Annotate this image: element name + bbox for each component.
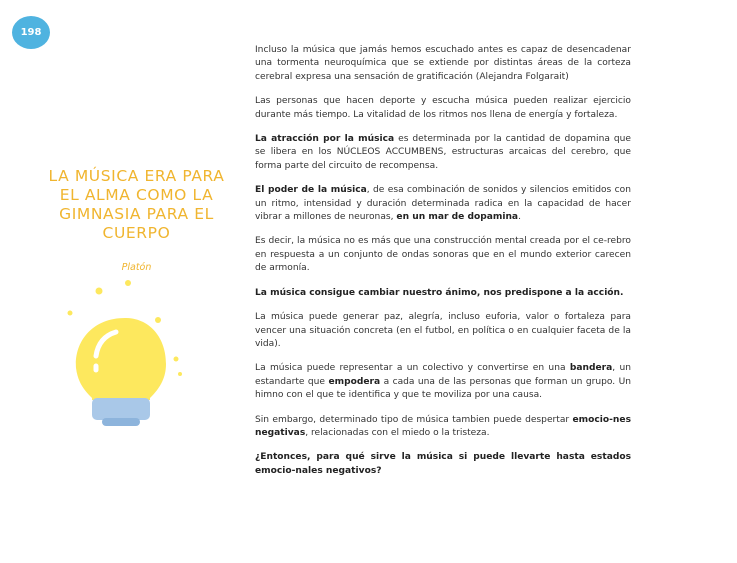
text-span: , un estandarte que: [255, 363, 631, 387]
paragraph: [255, 133, 631, 173]
bold-text: empodera: [328, 376, 381, 387]
paragraph: [255, 414, 631, 441]
bold-text: El poder de la música: [255, 185, 367, 196]
page-number: 198: [20, 27, 42, 38]
text-span: Las personas que hacen deporte y escucha música pueden realizar ejercicio durante más tiempo. La vitalidad de los ritmos nos llena de energía y fortaleza.: [255, 96, 631, 120]
paragraph: [255, 362, 631, 402]
bold-text: ¿Entonces, para qué sirve la música si puede llevarte hasta estados emocio-nales negativos?: [255, 452, 631, 476]
text-span: .: [518, 212, 521, 223]
body-text: [255, 44, 631, 489]
paragraph: [255, 451, 631, 478]
text-span: a cada una de las personas que forman un grupo. Un himno con el que te identifica y que te moviliza por una causa.: [255, 376, 632, 401]
quote-author: Platón: [121, 262, 152, 273]
text-span: Es decir, la música no es más que una construcción mental creada por el ce-rebro en respuesta a un conjunto de ondas sonoras que en el mundo exterior carecen de armonía.: [255, 236, 631, 274]
bold-text: La atracción por la música: [255, 134, 395, 145]
quote-text: LA MÚSICA ERA PARA EL ALMA COMO LA GIMNASIA PARA EL CUERPO: [48, 167, 225, 242]
text-span: La música puede representar a un colectivo y convertirse en una: [255, 363, 570, 374]
paragraph: [255, 311, 631, 351]
text-span: Incluso la música que jamás hemos escuchado antes es capaz de desencadenar una tormenta neuroquímica que se extiende por distintas áreas de la corteza cerebral expresa una sensación de gratificación (Alejandra Folgarait): [255, 45, 631, 82]
text-span: Sin embargo, determinado tipo de música tambien puede despertar: [255, 414, 573, 425]
paragraph: [255, 44, 631, 84]
paragraph: [255, 184, 631, 224]
paragraph: [255, 95, 631, 122]
page-number-badge: [12, 16, 50, 49]
paragraph: [255, 287, 631, 300]
light-bulb-icon: [50, 280, 200, 440]
text-span: La música puede generar paz, alegría, incluso euforia, valor o fortaleza para vencer una situación concreta (en el futbol, en política o en cualquier faceta de la vida).: [255, 312, 631, 349]
bold-text: en un mar de dopamina: [396, 212, 519, 223]
bold-text: bandera: [569, 363, 613, 374]
text-span: , relacionadas con el miedo o la tristeza.: [305, 427, 490, 438]
text-span: es determinada por la cantidad de dopamina que se libera en los NÚCLEOS ACCUMBENS, estructuras arcaicas del cerebro, que forma parte del circuito de recompensa.: [255, 134, 632, 171]
bold-text: emocio-nes negativas: [255, 414, 631, 438]
paragraph: [255, 235, 631, 275]
text-span: , de esa combinación de sonidos y silencios emitidos con un ritmo, intensidad y duración determinada radica en la capacidad de hacer vibrar a millones de neuronas,: [255, 185, 631, 223]
bold-text: La música consigue cambiar nuestro ánimo, nos predispone a la acción.: [255, 287, 624, 298]
